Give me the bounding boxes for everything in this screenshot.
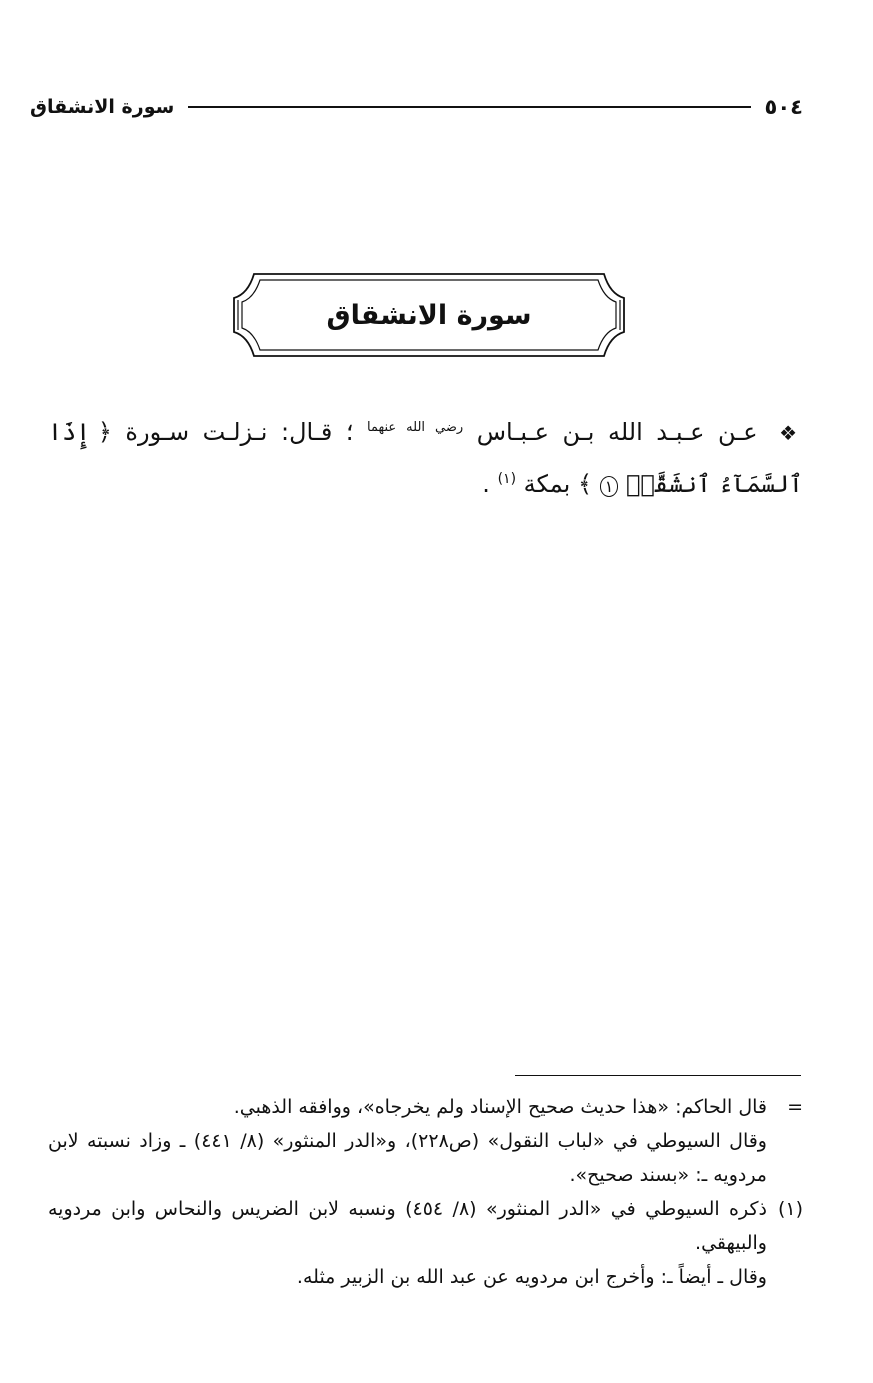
quran-open-bracket: ﴿ xyxy=(97,418,112,446)
footnote-line: قال الحاكم: «هذا حديث صحيح الإسناد ولم يخرجاه»، ووافقه الذهبي. xyxy=(233,1096,767,1118)
running-title: سورة الانشقاق xyxy=(30,96,175,118)
footnote-reference: (١) xyxy=(497,471,517,487)
sentence-end: . xyxy=(482,470,490,498)
footnote-mark: = xyxy=(787,1096,803,1118)
footnote-line: ذكره السيوطي في «الدر المنثور» (٨/ ٤٥٤) ونسبه لابن الضريس والنحاس وابن مردويه والبيهقي. xyxy=(48,1198,767,1254)
narration-middle: ؛ قـال: نـزلـت سـورة xyxy=(125,418,354,446)
quran-close-bracket: ﴾ xyxy=(578,470,593,498)
verse-number-marker: ١ xyxy=(600,476,619,497)
quran-verse: إِذَا ٱلسَّمَآءُ ٱنشَقَّتۡ xyxy=(48,418,803,498)
footnote-separator xyxy=(515,1075,801,1076)
hadith-paragraph xyxy=(48,405,803,510)
footnote-line: وقال السيوطي في «لباب النقول» (ص٢٢٨)، و«الدر المنثور» (٨/ ٤٤١) ـ وزاد نسبته لابن مردويه ـ: «بسند صحيح». xyxy=(48,1130,767,1186)
footnotes xyxy=(48,1090,803,1294)
footnote-mark: (١) xyxy=(777,1198,803,1220)
header-rule xyxy=(188,106,750,108)
footnote-1 xyxy=(48,1192,803,1294)
footnote-continued xyxy=(48,1090,803,1192)
footnote-body xyxy=(48,1090,767,1192)
surah-title: سورة الانشقاق xyxy=(326,299,532,331)
surah-title-frame xyxy=(232,272,626,358)
footnote-body xyxy=(48,1192,767,1294)
running-header xyxy=(30,92,803,122)
narration-ending: بمكة xyxy=(523,470,571,498)
diamond-bullet-icon: ❖ xyxy=(779,421,803,445)
page-number: ٥٠٤ xyxy=(764,95,803,119)
narration-opening: عـن عـبـد الله بـن عـبـاس xyxy=(476,418,758,446)
footnote-line: وقال ـ أيضاً ـ: وأخرج ابن مردويه عن عبد الله بن الزبير مثله. xyxy=(296,1266,767,1288)
honorific-symbol: رضي الله عنهما xyxy=(367,420,464,435)
